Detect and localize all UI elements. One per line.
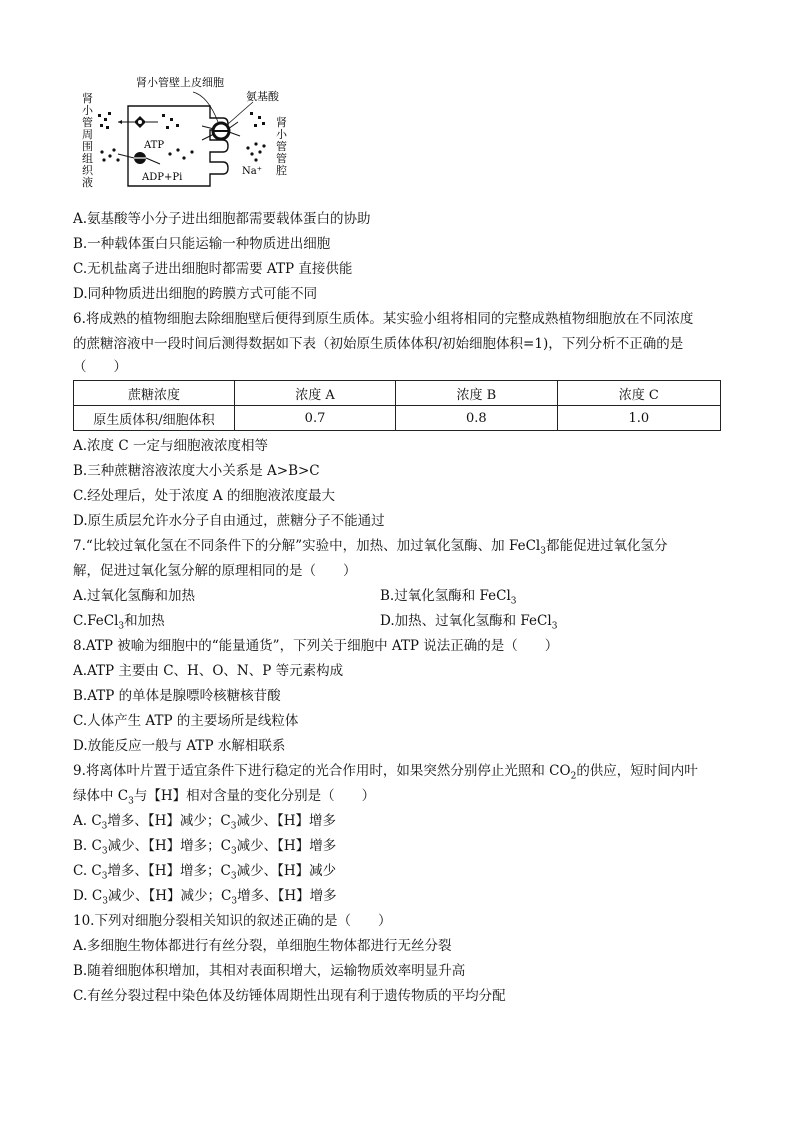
molecule-dots-inside [162, 114, 194, 160]
q8-option-d: D.放能反应一般与 ATP 水解相联系 [73, 738, 286, 754]
svg-text:管: 管 [276, 140, 287, 153]
label-cell: 肾小管壁上皮细胞 [136, 76, 224, 89]
svg-text:肾: 肾 [82, 92, 93, 105]
q6-stem-line1: 6.将成熟的植物细胞去除细胞壁后便得到原生质体。某实验小组将相同的完整成熟植物细胞放在不同浓度 [73, 311, 694, 327]
q6-stem-line2: 的蔗糖溶液中一段时间后测得数据如下表（初始原生质体体积/初始细胞体积=1)，下列分析不正确的是 [73, 336, 684, 352]
table-header-cell: 蔗糖浓度 [74, 381, 235, 406]
q6-data-table [73, 380, 721, 431]
q9-option-c: C. $C_3$增多、【H】增多；$C_3$减少、【H】减少 [73, 863, 337, 882]
q8-stem: 8.ATP 被喻为细胞中的“能量通货”，下列关于细胞中 ATP 说法正确的是（ ） [73, 638, 559, 654]
q8-option-a: A.ATP 主要由 C、H、O、N、P 等元素构成 [73, 663, 344, 679]
svg-text:管: 管 [82, 116, 93, 129]
table-row [74, 381, 721, 406]
svg-text:液: 液 [82, 176, 93, 189]
q7-option-c: C.FeCl$_3$和加热 [73, 613, 165, 632]
q6-option-b: B.三种蔗糖溶液浓度大小关系是 A>B>C [73, 463, 320, 479]
table-header-cell: 浓度 C [557, 381, 720, 406]
svg-text:腔: 腔 [276, 164, 287, 177]
molecule-dots-left [98, 112, 120, 162]
q8-option-b: B.ATP 的单体是腺嘌呤核糖核苷酸 [73, 688, 281, 704]
label-right-vertical [276, 115, 288, 177]
q9-stem-line1: 9.将离体叶片置于适宜条件下进行稳定的光合作用时，如果突然分别停止光照和 $CO_2$的供应，短时间内叶 [73, 763, 698, 782]
q5-option-d: D.同种物质进出细胞的跨膜方式可能不同 [73, 286, 318, 302]
label-amino-acid: 氨基酸 [246, 90, 279, 103]
label-na: Na⁺ [242, 166, 262, 177]
svg-text:小: 小 [82, 104, 93, 117]
q10-option-a: A.多细胞生物体都进行有丝分裂，单细胞生物体都进行无丝分裂 [73, 938, 452, 954]
q6-option-a: A.浓度 C 一定与细胞液浓度相等 [73, 438, 268, 454]
label-adp: ADP+Pi [142, 172, 183, 183]
q5-option-a: A.氨基酸等小分子进出细胞都需要载体蛋白的协助 [73, 211, 371, 227]
q5-option-c: C.无机盐离子进出细胞时都需要 ATP 直接供能 [73, 261, 353, 277]
q9-stem-line2: 绿体中 $C_3$与【H】相对含量的变化分别是（ ） [73, 788, 376, 807]
svg-text:组: 组 [82, 152, 93, 165]
q9-option-d: D. $C_3$减少、【H】减少；$C_3$增多、【H】增多 [73, 888, 337, 907]
table-cell: 0.7 [235, 406, 396, 431]
svg-text:管: 管 [276, 152, 287, 165]
label-left-vertical [82, 91, 94, 189]
table-cell: 0.8 [396, 406, 558, 431]
carrier-protein-right [213, 123, 229, 139]
table-row [74, 406, 721, 431]
q10-stem: 10.下列对细胞分裂相关知识的叙述正确的是（ ） [73, 913, 392, 929]
q7-option-b: B.过氧化氢酶和 FeCl$_3$ [380, 588, 517, 607]
q7-option-a: A.过氧化氢酶和加热 [73, 588, 196, 604]
q7-option-d: D.加热、过氧化氢酶和 FeCl$_3$ [380, 613, 558, 632]
svg-text:周: 周 [82, 128, 93, 141]
q6-option-d: D.原生质层允许水分子自由通过，蔗糖分子不能通过 [73, 513, 385, 529]
label-atp: ATP [144, 140, 165, 151]
q10-option-c: C.有丝分裂过程中染色体及纺锤体周期性出现有利于遗传物质的平均分配 [73, 988, 506, 1004]
q6-stem-line3: （ ） [73, 359, 127, 375]
q5-option-b: B.一种载体蛋白只能运输一种物质进出细胞 [73, 236, 331, 252]
q7-stem-line2: 解，促进过氧化氢分解的原理相同的是（ ） [73, 563, 357, 579]
q8-option-c: C.人体产生 ATP 的主要场所是线粒体 [73, 713, 299, 729]
q10-option-b: B.随着细胞体积增加，其相对表面积增大，运输物质效率明显升高 [73, 963, 466, 979]
q6-option-c: C.经处理后，处于浓度 A 的细胞液浓度最大 [73, 488, 335, 504]
svg-text:肾: 肾 [276, 116, 287, 129]
kidney-tubule-transport-diagram [78, 74, 308, 196]
pump-protein [134, 152, 146, 164]
table-cell: 原生质体积/细胞体积 [74, 406, 235, 431]
carrier-protein-top [134, 116, 146, 128]
svg-text:织: 织 [82, 164, 93, 177]
molecule-dots-right [246, 112, 265, 162]
q9-option-b: B. $C_3$减少、【H】增多；$C_3$减少、【H】增多 [73, 838, 337, 857]
q7-stem-line1: 7.“比较过氧化氢在不同条件下的分解”实验中，加热、加过氧化氢酶、加 FeCl$_3$都能促进过氧化氢分 [73, 538, 668, 557]
svg-text:小: 小 [276, 128, 287, 141]
q9-option-a: A. $C_3$增多、【H】减少；$C_3$减少、【H】增多 [73, 813, 337, 832]
table-header-cell: 浓度 A [235, 381, 396, 406]
svg-text:围: 围 [82, 140, 93, 153]
table-header-cell: 浓度 B [396, 381, 558, 406]
table-cell: 1.0 [557, 406, 720, 431]
